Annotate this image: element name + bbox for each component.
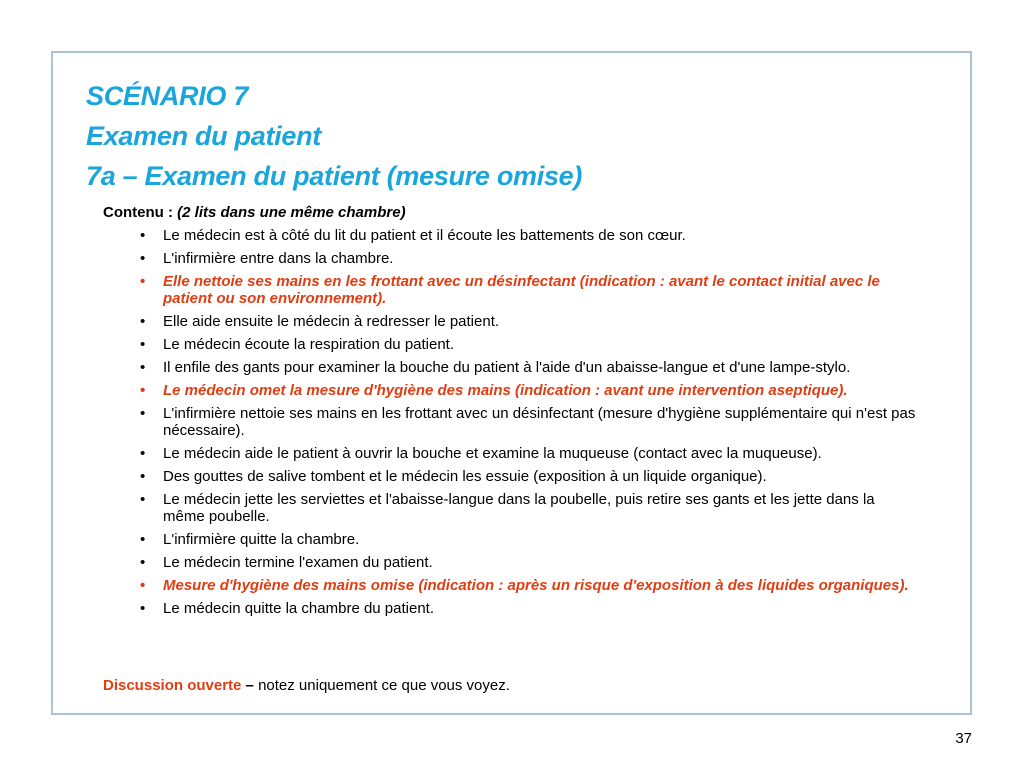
- list-item-text: L'infirmière nettoie ses mains en les frottant avec un désinfectant (mesure d'hygiène supplémentaire qui n'est pas nécessaire).: [163, 405, 916, 439]
- list-item-text: Le médecin écoute la respiration du patient.: [163, 336, 455, 353]
- bullet-icon: •: [140, 445, 146, 462]
- list-item-text: Des gouttes de salive tombent et le médecin les essuie (exposition à un liquide organique).: [163, 468, 767, 485]
- bullet-icon: •: [140, 382, 146, 399]
- list-item-text: Le médecin termine l'examen du patient.: [163, 554, 433, 571]
- list-item: [140, 554, 920, 571]
- scenario-subtitle: Examen du patient: [86, 121, 321, 151]
- scenario-steps-list: [140, 227, 920, 623]
- list-item-text: L'infirmière quitte la chambre.: [163, 531, 360, 548]
- list-item: [140, 382, 920, 399]
- discussion-text: notez uniquement ce que vous voyez.: [253, 677, 510, 694]
- bullet-icon: •: [140, 577, 146, 594]
- list-item-text: Le médecin quitte la chambre du patient.: [163, 600, 435, 617]
- content-note: (2 lits dans une même chambre): [177, 204, 406, 221]
- bullet-icon: •: [140, 227, 146, 244]
- list-item: [140, 445, 920, 462]
- bullet-icon: •: [140, 600, 146, 617]
- page-number: 37: [955, 730, 972, 747]
- list-item: [140, 405, 920, 439]
- list-item: [140, 227, 920, 244]
- list-item: [140, 336, 920, 353]
- list-item: [140, 600, 920, 617]
- list-item-text: Elle nettoie ses mains en les frottant avec un désinfectant (indication : avant le contact initial avec le patient ou son environnement).: [163, 273, 880, 307]
- bullet-icon: •: [140, 554, 146, 571]
- bullet-icon: •: [140, 491, 146, 508]
- list-item-text: Le médecin est à côté du lit du patient et il écoute les battements de son cœur.: [163, 227, 686, 244]
- list-item: [140, 250, 920, 267]
- content-label: Contenu :: [103, 204, 178, 221]
- list-item: [140, 313, 920, 330]
- list-item-text: L'infirmière entre dans la chambre.: [163, 250, 394, 267]
- slide-title-block: [86, 76, 582, 196]
- bullet-icon: •: [140, 313, 146, 330]
- content-heading: [103, 203, 406, 223]
- bullet-icon: •: [140, 359, 146, 376]
- list-item: [140, 273, 920, 307]
- discussion-line: [103, 677, 510, 695]
- list-item-text: Le médecin omet la mesure d'hygiène des mains (indication : avant une intervention aseptique).: [163, 382, 848, 399]
- list-item-text: Elle aide ensuite le médecin à redresser le patient.: [163, 313, 500, 330]
- list-item-text: Il enfile des gants pour examiner la bouche du patient à l'aide d'un abaisse-langue et d'une lampe-stylo.: [163, 359, 851, 376]
- discussion-dash: –: [241, 677, 254, 694]
- list-item: [140, 468, 920, 485]
- bullet-icon: •: [140, 273, 146, 290]
- bullet-icon: •: [140, 531, 146, 548]
- list-item: [140, 531, 920, 548]
- bullet-icon: •: [140, 250, 146, 267]
- scenario-title: SCÉNARIO 7: [86, 81, 249, 111]
- list-item: [140, 491, 920, 525]
- list-item-text: Le médecin jette les serviettes et l'abaisse-langue dans la poubelle, puis retire ses gants et les jette dans la même poubelle.: [163, 491, 875, 525]
- scenario-case-title: 7a – Examen du patient (mesure omise): [86, 161, 583, 191]
- list-item: [140, 359, 920, 376]
- bullet-icon: •: [140, 405, 146, 422]
- list-item-text: Le médecin aide le patient à ouvrir la bouche et examine la muqueuse (contact avec la muqueuse).: [163, 445, 822, 462]
- bullet-icon: •: [140, 468, 146, 485]
- list-item: [140, 577, 920, 594]
- discussion-label: Discussion ouverte: [103, 677, 242, 694]
- bullet-icon: •: [140, 336, 146, 353]
- list-item-text: Mesure d'hygiène des mains omise (indication : après un risque d'exposition à des liquides organiques).: [163, 577, 909, 594]
